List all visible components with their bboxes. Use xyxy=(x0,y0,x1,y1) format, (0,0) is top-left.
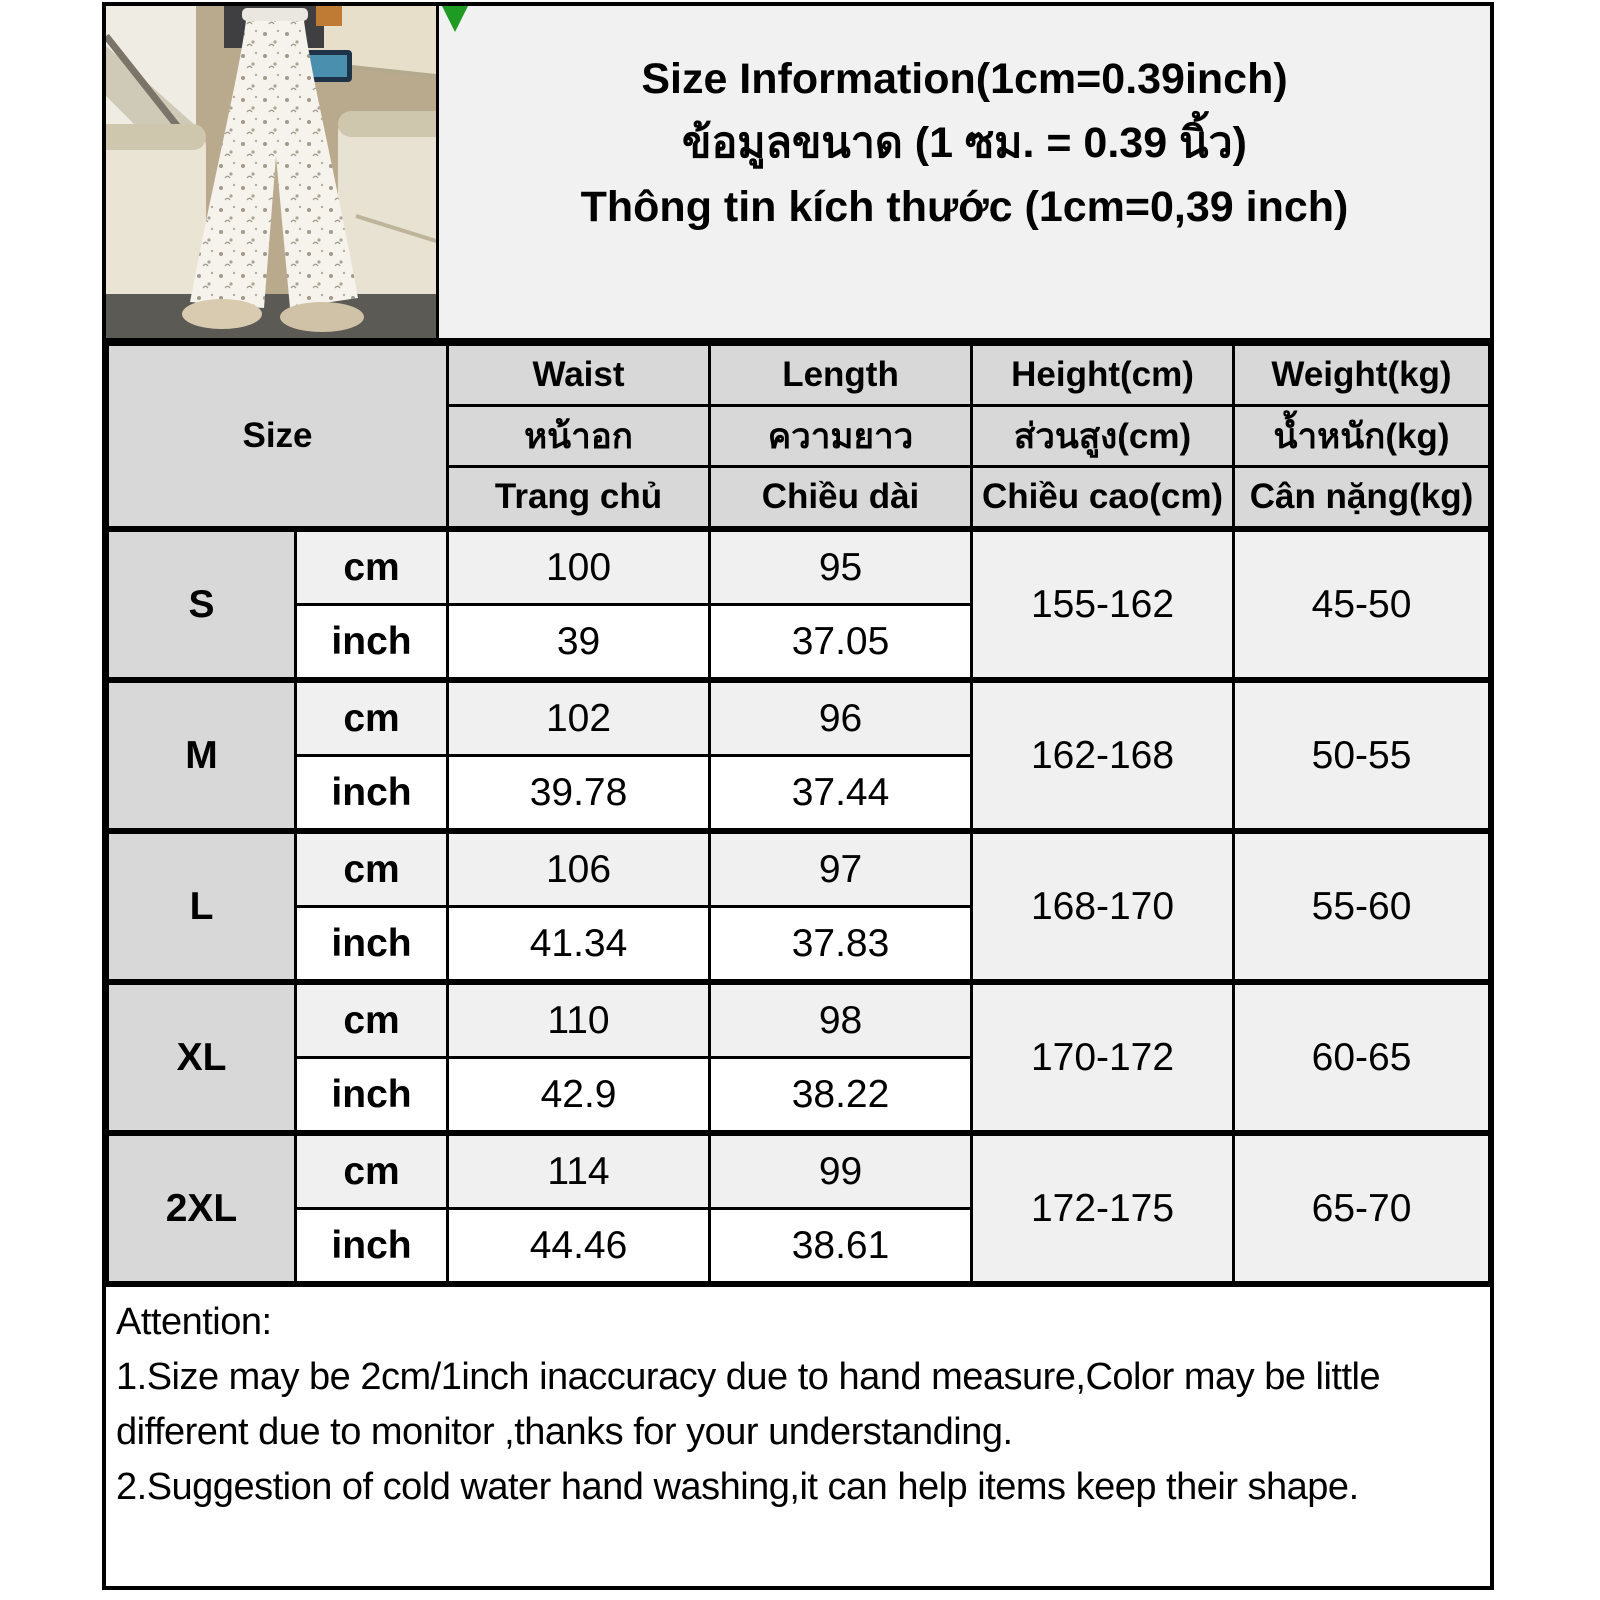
waist-inch-XL: 42.9 xyxy=(448,1058,710,1134)
col-waist-th: หน้าอก xyxy=(448,406,710,467)
height-S: 155-162 xyxy=(972,529,1234,680)
unit-inch: inch xyxy=(296,907,448,983)
col-height-th: ส่วนสูง(cm) xyxy=(972,406,1234,467)
title-en: Size Information(1cm=0.39inch) xyxy=(641,55,1288,103)
length-cm-2XL: 99 xyxy=(710,1133,972,1209)
unit-cm: cm xyxy=(296,1133,448,1209)
waist-cm-XL: 110 xyxy=(448,982,710,1058)
waist-cm-S: 100 xyxy=(448,529,710,605)
weight-S: 45-50 xyxy=(1234,529,1490,680)
weight-L: 55-60 xyxy=(1234,831,1490,982)
weight-XL: 60-65 xyxy=(1234,982,1490,1133)
title-th: ข้อมูลขนาด (1 ซม. = 0.39 นิ้ว) xyxy=(682,119,1247,167)
col-length-vi: Chiều dài xyxy=(710,467,972,530)
height-L: 168-170 xyxy=(972,831,1234,982)
row-L-cm xyxy=(108,831,1490,907)
unit-inch: inch xyxy=(296,1058,448,1134)
col-weight-en: Weight(kg) xyxy=(1234,344,1490,406)
col-length-th: ความยาว xyxy=(710,406,972,467)
unit-cm: cm xyxy=(296,680,448,756)
attention-heading: Attention: xyxy=(116,1301,272,1343)
unit-cm: cm xyxy=(296,831,448,907)
length-cm-M: 96 xyxy=(710,680,972,756)
length-inch-2XL: 38.61 xyxy=(710,1209,972,1283)
length-inch-S: 37.05 xyxy=(710,605,972,681)
waist-inch-L: 41.34 xyxy=(448,907,710,983)
col-height-en: Height(cm) xyxy=(972,344,1234,406)
col-waist-vi: Trang chủ xyxy=(448,467,710,530)
waist-inch-S: 39 xyxy=(448,605,710,681)
size-label-XL: XL xyxy=(108,982,296,1133)
header-row-en xyxy=(108,344,1490,406)
col-weight-th: น้ำหนัก(kg) xyxy=(1234,406,1490,467)
size-chart-sheet xyxy=(102,2,1494,1590)
height-XL: 170-172 xyxy=(972,982,1234,1133)
length-inch-M: 37.44 xyxy=(710,756,972,832)
size-label-L: L xyxy=(108,831,296,982)
length-inch-L: 37.83 xyxy=(710,907,972,983)
row-XL-cm xyxy=(108,982,1490,1058)
row-2XL-cm xyxy=(108,1133,1490,1209)
col-length-en: Length xyxy=(710,344,972,406)
size-label-S: S xyxy=(108,529,296,680)
waist-cm-2XL: 114 xyxy=(448,1133,710,1209)
height-2XL: 172-175 xyxy=(972,1133,1234,1283)
green-corner-flag xyxy=(442,6,468,32)
waist-cm-M: 102 xyxy=(448,680,710,756)
unit-inch: inch xyxy=(296,605,448,681)
height-M: 162-168 xyxy=(972,680,1234,831)
row-S-cm xyxy=(108,529,1490,605)
length-cm-XL: 98 xyxy=(710,982,972,1058)
length-inch-XL: 38.22 xyxy=(710,1058,972,1134)
unit-cm: cm xyxy=(296,982,448,1058)
weight-M: 50-55 xyxy=(1234,680,1490,831)
weight-2XL: 65-70 xyxy=(1234,1133,1490,1283)
unit-cm: cm xyxy=(296,529,448,605)
size-label-M: M xyxy=(108,680,296,831)
waist-cm-L: 106 xyxy=(448,831,710,907)
attention-notes xyxy=(106,1284,1490,1586)
attention-item-1: 1.Size may be 2cm/1inch inaccuracy due to hand measure,Color may be little different due to monitor ,thanks for your understanding. xyxy=(116,1356,1381,1453)
waist-inch-2XL: 44.46 xyxy=(448,1209,710,1283)
col-weight-vi: Cân nặng(kg) xyxy=(1234,467,1490,530)
length-cm-L: 97 xyxy=(710,831,972,907)
unit-inch: inch xyxy=(296,756,448,832)
attention-item-2: 2.Suggestion of cold water hand washing,it can help items keep their shape. xyxy=(116,1466,1359,1508)
top-row xyxy=(106,6,1490,342)
title-block xyxy=(439,6,1490,338)
col-height-vi: Chiều cao(cm) xyxy=(972,467,1234,530)
unit-inch: inch xyxy=(296,1209,448,1283)
product-photo xyxy=(106,6,439,338)
length-cm-S: 95 xyxy=(710,529,972,605)
col-waist-en: Waist xyxy=(448,344,710,406)
row-M-cm xyxy=(108,680,1490,756)
size-header-cell: Size xyxy=(108,344,448,529)
product-photo-illustration xyxy=(106,6,436,338)
size-label-2XL: 2XL xyxy=(108,1133,296,1283)
title-vi: Thông tin kích thước (1cm=0,39 inch) xyxy=(580,183,1349,231)
size-table xyxy=(106,342,1491,1284)
waist-inch-M: 39.78 xyxy=(448,756,710,832)
